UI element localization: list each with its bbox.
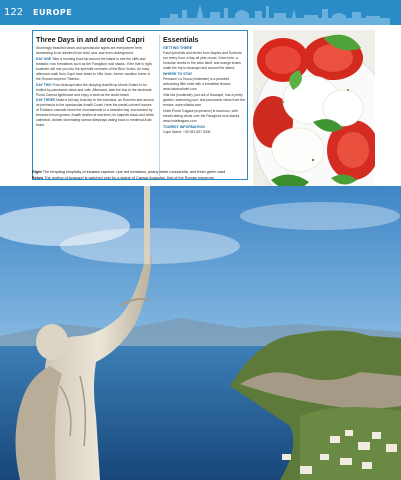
caption-below-text: The rooftop of Anacapri is watched over by a statue of Caesar Augustus, first of the Roman emperors [44, 175, 215, 180]
tourist-info-text: Capri Island: +39 081 837 5308 [163, 129, 211, 134]
getting-there-text: Fast hydrofoils and ferries from Naples and Sorrento run every hour, a day all year round. Once here, a funicular climbs to the town itself, and orange buses make the trip to Anacapri and around the island. [163, 51, 242, 71]
tourist-info-heading: TOURIST INFORMATION [163, 124, 205, 129]
day-two [36, 83, 155, 98]
day-one-text: Take a morning boat trip around the island to see the cliffs and fantastic rock formations such as the Faraglioni rock stacks. If the tide is right, boatmen will row you into the splendid recesses of the Blue Grotto. An easy afternoon walk from Capri town leads to Villa Jovis, former vacation home of the Roman emperor Tiberius. [36, 56, 153, 81]
anacapri-statue-photo [0, 186, 401, 480]
itinerary-title: Three Days in and around Capri [36, 35, 145, 44]
day-one-label: DAY ONE [36, 56, 52, 61]
captions [32, 170, 377, 182]
caption-right-text: The tempting simplicity of insalata caprese: ripe red tomatoes, pearly white mozzarella, and fresh green basil [42, 170, 226, 174]
caption-below-label: Below [32, 175, 44, 180]
section-label: EUROPE [33, 8, 73, 17]
villa-text: Villa Ida (moderate), just out of Anacapri, has a pretty garden, swimming pool, and panoramic views from the terrace. www.villaida.com [163, 92, 245, 108]
day-two-label: DAY TWO [36, 82, 52, 87]
city-skyline-graphic [160, 0, 390, 25]
day-three [36, 98, 155, 128]
where-to-stay-heading: WHERE TO STAY [163, 72, 193, 77]
hotel-text: Hotel Punta Tragara (expensive) is luxurious, with breath-taking views over the Faraglioni rock stacks. www.hoteltragara.com [163, 108, 241, 123]
essentials-title: Essentials [163, 35, 199, 44]
caption-right-label: Right [32, 170, 42, 174]
info-panel [32, 30, 248, 180]
page-number: 122 [4, 7, 24, 18]
day-two-text: From Anacapri take the dizzying chairlift up Monte Solaro to be thrilled by panoramic views and cafe. Afterward, take the bus to the landmark Punta Carena lighthouse and enjoy a swim at the small beach. [36, 82, 152, 97]
itinerary-intro: Stunningly beautiful views and spectacular sights are everywhere here, demanding to be admired from land, sea, and even underground. [36, 46, 143, 56]
where-to-stay-text: Pensione La Tosca (moderate) is a peaceful, welcoming little hotel with a breakfast terrace. www.latoscahotel.com [163, 77, 232, 92]
essentials-column [159, 35, 246, 176]
caption-below [32, 176, 377, 182]
itinerary-column [36, 35, 155, 129]
day-three-label: DAY THREE [36, 98, 56, 103]
day-three-text: Make a full day boat trip to the mainland, as Sorrento and around its peninsula to the spectacular Amalfi Coast. Here the pastel-colored houses of Positano cascade down the mountainside to a beautiful bay, surrounded by terraced lemon groves. Amalfi nestles at sea level, its majestic black-and-white cathedral, cloister dominating narrow alleyways dating back to medieval Arab times. [36, 98, 154, 128]
getting-there-heading: GETTING THERE [163, 46, 193, 50]
day-one [36, 57, 155, 82]
page-header [0, 0, 401, 25]
